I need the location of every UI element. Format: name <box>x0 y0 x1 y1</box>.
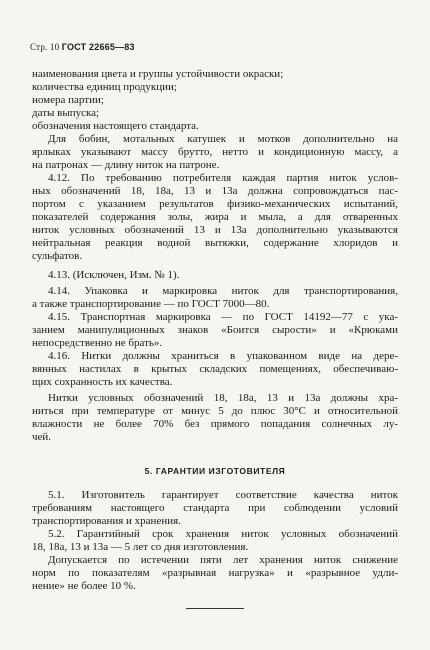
paragraph-line: влажности не более 70% без прямого попадания солнечных лу- <box>32 418 398 430</box>
paragraph-line: 4.16. Нитки должны храниться в упакованном виде на дере- <box>48 350 398 362</box>
paragraph-line: 5.2. Гарантийный срок хранения ниток условных обозначений <box>48 528 398 540</box>
paragraph-line: Допускается по истечении пяти лет хранения ниток снижение <box>48 554 398 566</box>
paragraph-line: непосредственно не брать». <box>32 337 163 349</box>
paragraph-line: а также транспортирование — по ГОСТ 7000—80. <box>32 298 270 310</box>
list-item: количества единиц продукции; <box>32 81 177 93</box>
paragraph-line: сульфатов. <box>32 250 83 262</box>
section-heading: 5. ГАРАНТИИ ИЗГОТОВИТЕЛЯ <box>144 466 286 476</box>
paragraph-line: ниток условных обозначений 13 и 13а дополнительно указываются <box>32 224 398 236</box>
paragraph-line: Для бобин, мотальных катушек и мотков дополнительно на <box>48 133 398 145</box>
paragraph-line: нейтральная реакция водной вытяжки, содержание хлоридов и <box>32 237 398 249</box>
paragraph-line: щих сохранность их качества. <box>32 376 173 388</box>
paragraph-line: 18, 18а, 13 и 13а — 5 лет со дня изготовления. <box>32 541 249 553</box>
paragraph-line: занием манипуляционных знаков «Боится сырости» и «Крюками <box>32 324 398 336</box>
paragraph-line: на патронах — длину ниток на патроне. <box>32 159 220 171</box>
paragraph-line: транспортирования и хранения. <box>32 515 181 527</box>
clause-excluded: 4.13. (Исключен, Изм. № 1). <box>48 269 180 281</box>
paragraph-line: ных обозначений 18, 18а, 13 и 13а должна сопровождаться пас- <box>32 185 398 197</box>
paragraph-line: ниться при температуре от минус 5 до плюс 30°С и относительной <box>32 405 398 417</box>
paragraph-line: ярлыках указывают массу брутто, нетто и кондиционную массу, а <box>32 146 398 158</box>
paragraph-line: портом с указанием результатов физико-механических испытаний, <box>32 198 398 210</box>
list-item: наименования цвета и группы устойчивости окраски; <box>32 68 284 80</box>
gost-number: ГОСТ 22665—83 <box>61 42 135 52</box>
paragraph-line: 5.1. Изготовитель гарантирует соответствие качества ниток <box>48 489 398 501</box>
list-item: обозначения настоящего стандарта. <box>32 120 199 132</box>
list-item: даты выпуска; <box>32 107 100 119</box>
paragraph-line: 4.15. Транспортная маркировка — по ГОСТ 14192—77 с ука- <box>48 311 398 323</box>
paragraph-line: 4.12. По требованию потребителя каждая партия ниток услов- <box>48 172 398 184</box>
paragraph-line: чей. <box>32 431 52 443</box>
page-number: Стр. 10 <box>30 42 60 52</box>
list-item: номера партии; <box>32 94 104 106</box>
paragraph-line: Нитки условных обозначений 18, 18а, 13 и 13а должны хра- <box>48 392 398 404</box>
paragraph-line: требованиям настоящего стандарта при соблюдении условий <box>32 502 398 514</box>
paragraph-line: нение» не более 10 %. <box>32 580 136 592</box>
paragraph-line: 4.14. Упаковка и маркировка ниток для транспортирования, <box>48 285 398 297</box>
page-header <box>30 42 135 52</box>
end-rule <box>186 608 244 609</box>
paragraph-line: вянных настилах в крытых складских помещениях, обеспечиваю- <box>32 363 398 375</box>
paragraph-line: показателей содержания золы, жира и мыла, а для отваренных <box>32 211 398 223</box>
paragraph-line: норм по показателям «разрывная нагрузка» и «разрывное удли- <box>32 567 398 579</box>
